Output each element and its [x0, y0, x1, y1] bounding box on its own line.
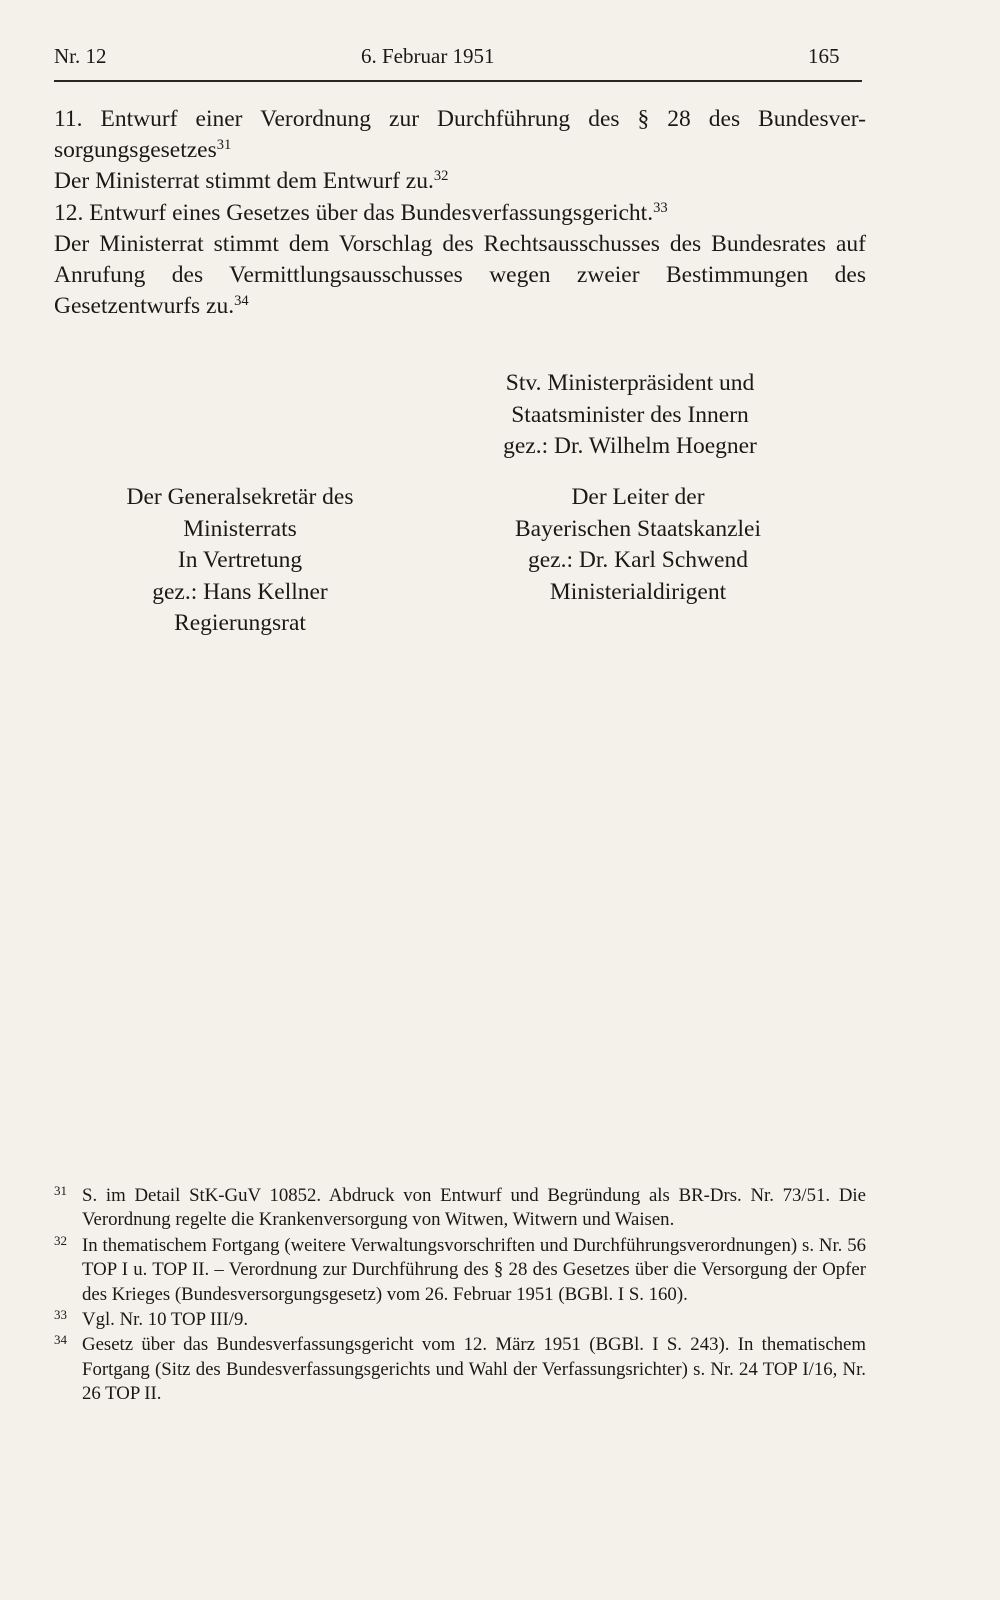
footnote-text: Gesetz über das Bundesverfassungsgericht vom 12. März 1951 (BGBl. I S. 243). In thematischem Fortgang (Sitz des Bundesverfassungsgerichts und Wahl der Verfassungsrichter) s. Nr. 24 TOP I/16, Nr. 26 TOP II.	[82, 1334, 866, 1405]
agenda-item-12-heading	[54, 198, 866, 229]
footnote-number: 32	[54, 1232, 67, 1248]
signature-line: Stv. Ministerpräsident und	[505, 370, 755, 396]
header-date: 6. Februar 1951	[361, 44, 495, 68]
signature-line: Regierungsrat	[174, 610, 306, 636]
signature-general-secretary	[90, 482, 390, 640]
footnote-number: 34	[54, 1332, 67, 1348]
footnote-number: 33	[54, 1307, 67, 1323]
footnote-text: S. im Detail StK-GuV 10852. Abdruck von Entwurf und Begründung als BR-Drs. Nr. 73/51. Die Verordnung regelte die Krankenversorgung von Witwen, Witwern und Waisen.	[82, 1185, 866, 1231]
signature-line: Der Leiter der	[571, 484, 705, 510]
header-rule	[54, 80, 862, 82]
agenda-item-11-text: Der Ministerrat stimmt dem Entwurf zu.	[54, 168, 434, 195]
signature-deputy-minister-president	[480, 368, 780, 463]
header-page-number: 165	[808, 44, 840, 68]
agenda-body	[54, 104, 866, 322]
footnote-text: Vgl. Nr. 10 TOP III/9.	[82, 1309, 249, 1331]
signature-head-of-state-chancellery	[488, 482, 788, 608]
agenda-item-12-resolution	[54, 229, 866, 323]
signature-line: gez.: Dr. Wilhelm Hoegner	[503, 433, 757, 459]
footnote-34	[54, 1333, 866, 1406]
signature-line: Der Generalsekretär des	[126, 484, 354, 510]
footnote-ref-31[interactable]: 31	[216, 137, 232, 154]
footnote-number: 31	[54, 1183, 67, 1198]
agenda-item-11-resolution	[54, 166, 866, 197]
footnote-text: In thematischem Fortgang (weitere Verwaltungsvorschriften und Durchführungsverordnungen) s. Nr. 56 TOP I u. TOP II. – Verordnung zur Durchführung des § 28 des Gesetzes über die Versorgung der Opfer des Krieges (Bundesversorgungsgesetz) vom 26. Februar 1951 (BGBl. I S. 160).	[82, 1234, 866, 1305]
agenda-item-12-text: Der Ministerrat stimmt dem Vorschlag des Rechtsausschusses des Bundesrates auf Anrufung des Vermittlungsausschusses wegen zweier Bestimmungen des Gesetzentwurfs zu.	[54, 230, 866, 320]
agenda-item-11-title: 11. Entwurf einer Verordnung zur Durchführung des § 28 des Bundesver-sorgungsgesetzes	[54, 106, 866, 164]
agenda-item-11-heading	[54, 104, 866, 166]
footnote-ref-32[interactable]: 32	[433, 168, 449, 185]
footnotes	[54, 1184, 866, 1408]
signature-line: Staatsminister des Innern	[511, 401, 749, 428]
signature-line: Ministerialdirigent	[549, 578, 727, 605]
signature-line: gez.: Hans Kellner	[152, 578, 328, 605]
header-issue-number: Nr. 12	[54, 44, 107, 68]
signature-line: gez.: Dr. Karl Schwend	[528, 547, 748, 573]
footnote-ref-33[interactable]: 33	[653, 199, 668, 216]
signature-line: In Vertretung	[177, 547, 303, 573]
footnote-32	[54, 1234, 866, 1307]
footnote-31	[54, 1184, 866, 1233]
signature-line: Ministerrats	[183, 515, 297, 542]
footnote-33	[54, 1308, 866, 1332]
footnote-ref-34[interactable]: 34	[234, 293, 249, 310]
signature-line: Bayerischen Staatskanzlei	[514, 515, 761, 542]
agenda-item-12-title: 12. Entwurf eines Gesetzes über das Bundesverfassungsgericht.	[54, 199, 654, 226]
